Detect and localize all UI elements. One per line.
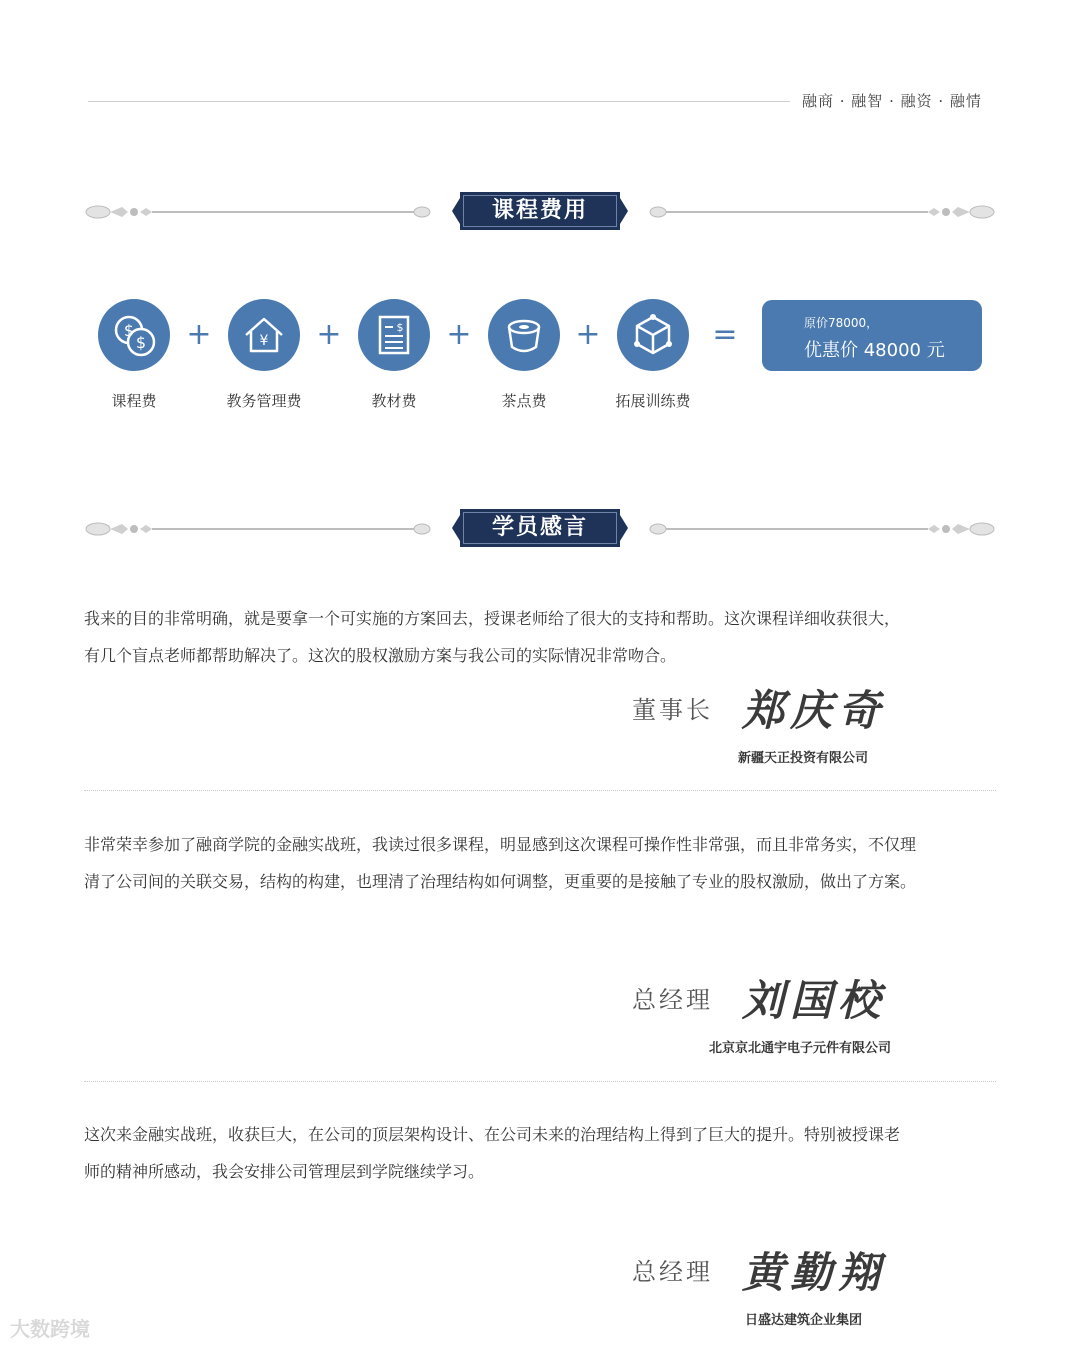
cube-icon xyxy=(617,299,689,371)
original-price: 原价78000， xyxy=(804,316,879,330)
fee-label: 茶点费 xyxy=(501,392,547,410)
testimonial-line: 我来的目的非常明确，就是要拿一个可实施的方案回去，授课老师给了很大的支持和帮助。这次课程详细收获很大， xyxy=(84,609,901,628)
section-title-testimonials xyxy=(460,509,620,547)
motto: 融商 · 融智 · 融资 · 融情 xyxy=(802,92,982,110)
author-company: 北京京北通宇电子元件有限公司 xyxy=(709,1041,892,1056)
fee-label: 教材费 xyxy=(371,392,417,410)
author-company: 日盛达建筑企业集团 xyxy=(745,1313,863,1328)
document-dollar-icon xyxy=(358,299,430,371)
divider xyxy=(84,790,996,791)
author-role: 总经理 xyxy=(632,986,713,1014)
testimonial-text xyxy=(84,600,996,674)
ornament-right xyxy=(648,517,996,541)
section-title-testimonials-text: 学员感言 xyxy=(491,515,588,540)
plus-sign: + xyxy=(316,317,342,352)
author-role: 董事长 xyxy=(632,696,713,724)
banner-frame xyxy=(463,512,617,544)
ornament-left xyxy=(84,200,432,224)
ornament-right xyxy=(648,200,996,224)
equals-sign: = xyxy=(712,317,738,352)
testimonial-line: 这次来金融实战班，收获巨大，在公司的顶层架构设计、在公司未来的治理结构上得到了巨大的提升。特别被授课老 xyxy=(84,1125,901,1144)
svg-text:¥: ¥ xyxy=(259,333,269,349)
author-company: 新疆天正投资有限公司 xyxy=(738,751,869,766)
fee-label: 课程费 xyxy=(111,392,157,410)
ornament-left xyxy=(84,517,432,541)
author-signature: 黄勤翔 xyxy=(742,1248,887,1297)
coins-icon xyxy=(98,299,170,371)
author-signature: 刘国校 xyxy=(742,976,887,1025)
plus-sign: + xyxy=(186,317,212,352)
tea-cup-icon xyxy=(488,299,560,371)
fee-label: 教务管理费 xyxy=(226,392,302,410)
testimonial-text xyxy=(84,826,996,900)
banner-frame xyxy=(463,195,617,227)
svg-text:$: $ xyxy=(123,321,135,340)
plus-sign: + xyxy=(446,317,472,352)
svg-text:$: $ xyxy=(396,321,404,334)
testimonial-line: 清了公司间的关联交易，结构的构建，也理清了治理结构如何调整，更重要的是接触了专业的股权激励，做出了方案。 xyxy=(84,872,917,891)
testimonial-text xyxy=(84,1116,996,1190)
price-box xyxy=(762,300,982,371)
author-signature: 郑庆奇 xyxy=(742,686,887,735)
house-yen-icon xyxy=(228,299,300,371)
sale-price: 优惠价 48000 元 xyxy=(804,340,945,361)
header-rule xyxy=(88,101,790,102)
plus-sign: + xyxy=(575,317,601,352)
author-role: 总经理 xyxy=(632,1258,713,1286)
section-title-fees xyxy=(460,192,620,230)
divider xyxy=(84,1081,996,1082)
svg-text:$: $ xyxy=(135,333,147,352)
testimonial-line: 师的精神所感动，我会安排公司管理层到学院继续学习。 xyxy=(84,1162,485,1181)
testimonial-line: 有几个盲点老师都帮助解决了。这次的股权激励方案与我公司的实际情况非常吻合。 xyxy=(84,646,677,665)
watermark: 大数跨境 xyxy=(10,1317,90,1341)
section-title-fees-text: 课程费用 xyxy=(491,198,588,223)
fee-label: 拓展训练费 xyxy=(615,392,691,410)
testimonial-line: 非常荣幸参加了融商学院的金融实战班，我读过很多课程，明显感到这次课程可操作性非常强，而且非常务实，不仅理 xyxy=(84,835,917,854)
